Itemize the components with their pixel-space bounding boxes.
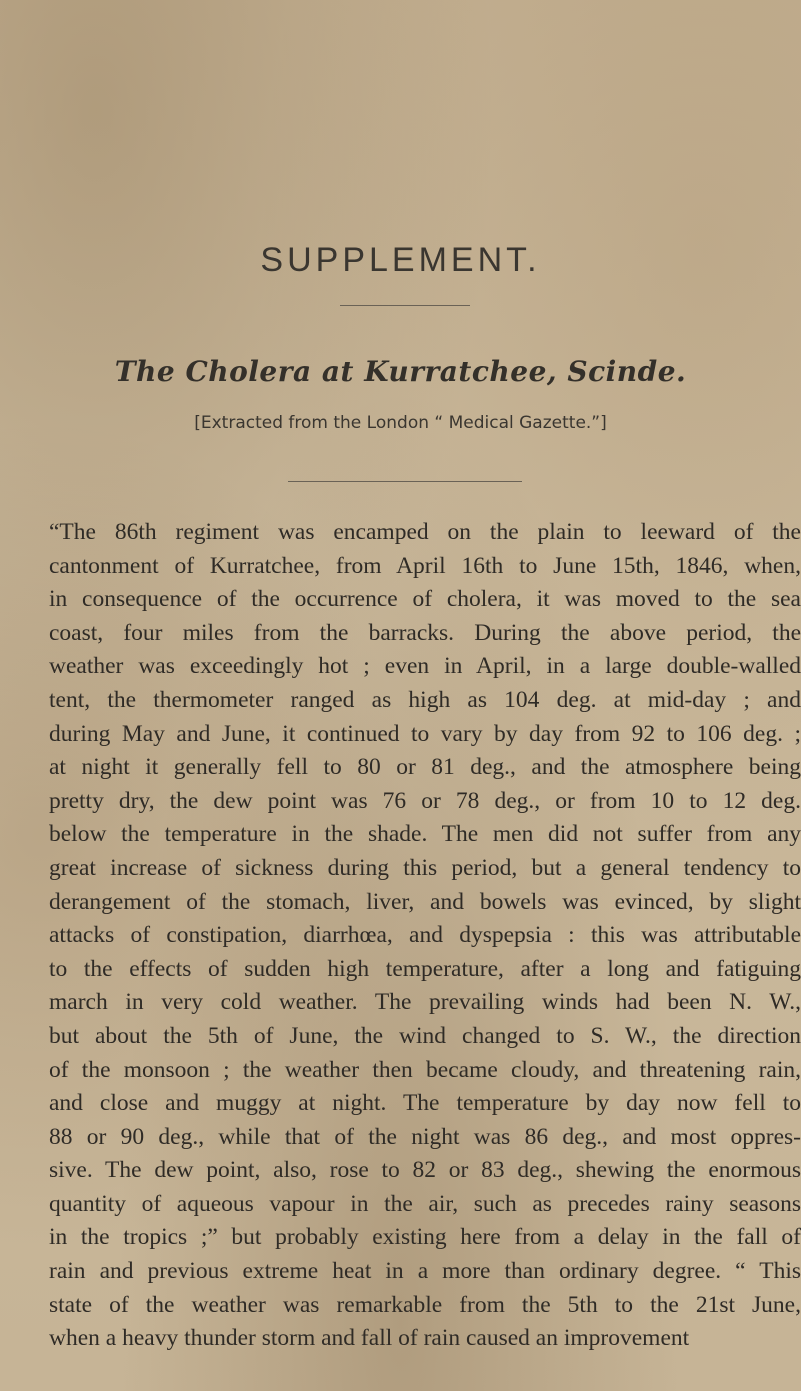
body-line: of the monsoon ; the weather then became cloudy, and threatening rain, — [49, 1056, 801, 1083]
body-line: in consequence of the occurrence of cholera, it was moved to the sea — [49, 586, 801, 613]
body-line: great increase of sickness during this period, but a general tendency to — [49, 854, 801, 881]
body-line: attacks of constipation, diarrhœa, and dyspepsia : this was attributable — [49, 922, 801, 949]
body-line: but about the 5th of June, the wind changed to S. W., the direction — [49, 1022, 801, 1049]
body-line: coast, four miles from the barracks. During the above period, the — [49, 619, 801, 646]
body-line: below the temperature in the shade. The men did not suffer from any — [49, 821, 801, 848]
body-line: 88 or 90 deg., while that of the night was 86 deg., and most oppres- — [49, 1123, 801, 1150]
supplement-heading: SUPPLEMENT. — [260, 241, 541, 279]
body-line: state of the weather was remarkable from the 5th to the 21st June, — [49, 1291, 801, 1318]
body-line: quantity of aqueous vapour in the air, such as precedes rainy seasons — [49, 1190, 801, 1217]
body-line: during May and June, it continued to vary by day from 92 to 106 deg. ; — [49, 720, 801, 747]
title-rule — [288, 481, 522, 482]
body-line: rain and previous extreme heat in a more than ordinary degree. “ This — [49, 1258, 801, 1285]
body-line: tent, the thermometer ranged as high as 104 deg. at mid-day ; and — [49, 686, 801, 713]
body-line: to the effects of sudden high temperature, after a long and fatiguing — [49, 955, 801, 982]
body-line: weather was exceedingly hot ; even in April, in a large double-walled — [49, 653, 801, 680]
body-line: sive. The dew point, also, rose to 82 or 83 deg., shewing the enormous — [49, 1157, 801, 1184]
body-line: and close and muggy at night. The temperature by day now fell to — [49, 1090, 801, 1117]
article-source-note: [Extracted from the London “ Medical Gazette.”] — [194, 413, 607, 433]
heading-rule — [340, 305, 470, 306]
body-line: pretty dry, the dew point was 76 or 78 deg., or from 10 to 12 deg. — [49, 787, 801, 814]
body-line: at night it generally fell to 80 or 81 deg., and the atmosphere being — [49, 754, 801, 781]
body-line: in the tropics ;” but probably existing here from a delay in the fall of — [49, 1224, 801, 1251]
article-body — [49, 516, 801, 1356]
body-line: when a heavy thunder storm and fall of rain caused an improvement — [49, 1325, 690, 1352]
body-line: march in very cold weather. The prevailing winds had been N. W., — [49, 989, 801, 1016]
article-title: The Cholera at Kurratchee, Scinde. — [114, 355, 687, 388]
body-line: cantonment of Kurratchee, from April 16th to June 15th, 1846, when, — [49, 552, 801, 579]
body-line: derangement of the stomach, liver, and bowels was evinced, by slight — [49, 888, 801, 915]
body-line: “The 86th regiment was encamped on the plain to leeward of the — [49, 519, 801, 545]
